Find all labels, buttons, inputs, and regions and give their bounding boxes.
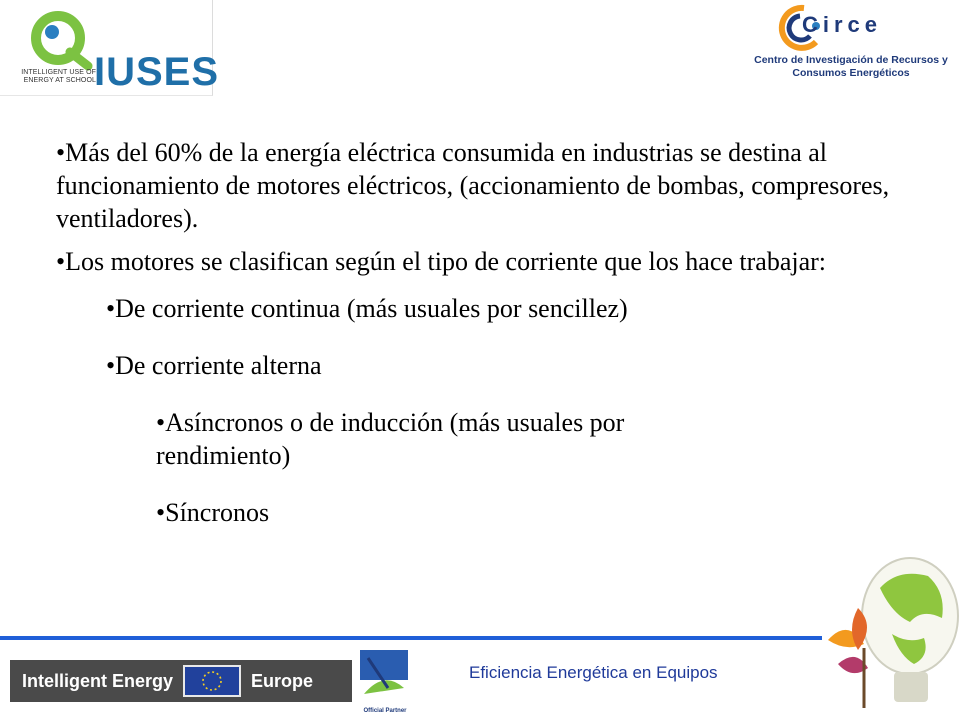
ie-banner-left-text: Intelligent Energy (22, 670, 174, 691)
iuses-logo (0, 0, 220, 96)
official-partner-label: Official Partner (363, 708, 407, 714)
bullet-motores-consumo: •Más del 60% de la energía eléctrica consumida en industrias se destina al funcionamiento de motores eléctricos, (accionamiento de bombas, compresores, ventiladores). (56, 138, 890, 233)
circe-logo (742, 0, 960, 95)
iuses-wordmark-text: IUSES (94, 50, 220, 94)
intelligent-energy-europe-banner (10, 660, 352, 702)
bullet-asincronos: •Asíncronos o de inducción (más usuales por rendimiento) (156, 408, 625, 470)
circe-wordmark: Circe (802, 12, 883, 37)
eu-flag-icon (183, 665, 241, 697)
bullet-corriente-continua: •De corriente continua (más usuales por sencillez) (106, 294, 628, 323)
bullet-clasificacion: •Los motores se clasifican según el tipo de corriente que los hace trabajar: (56, 247, 827, 276)
lightbulb-globe-icon (818, 548, 960, 720)
circe-full-name: Centro de Investigación de Recursos y Consumos Energéticos (754, 54, 948, 79)
slide-content (56, 136, 896, 553)
bullet-corriente-alterna: •De corriente alterna (106, 351, 322, 380)
iuses-tagline: INTELLIGENT USE OF ENERGY AT SCHOOL (21, 69, 96, 84)
partner-emblem-icon (358, 648, 412, 706)
iuses-wordmark (94, 52, 219, 92)
bullet-sincronos: •Síncronos (156, 498, 270, 527)
footer-divider (0, 636, 822, 640)
ie-banner-right-text: Europe (251, 670, 314, 691)
footer-title: Eficiencia Energética en Equipos (469, 663, 718, 682)
official-partner-logo (358, 648, 412, 720)
